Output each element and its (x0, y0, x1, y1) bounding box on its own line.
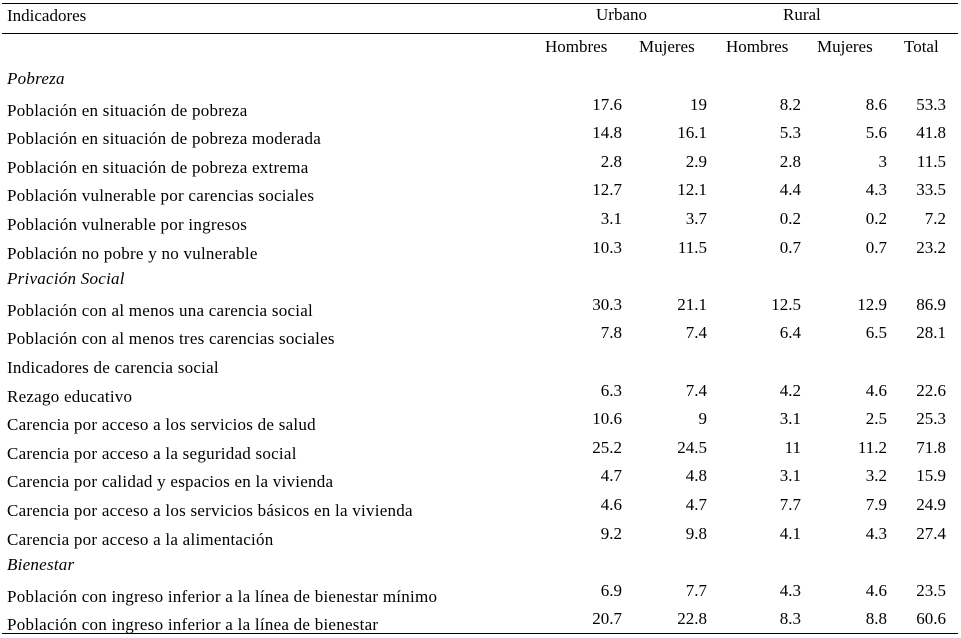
table-row (0, 466, 961, 495)
value-rural-mujeres: 2.5 (865, 409, 887, 429)
value-total: 33.5 (916, 180, 946, 200)
value-urbano-hombres: 4.6 (600, 495, 622, 514)
value-urbano-mujeres: 4.8 (685, 466, 707, 486)
table-row (0, 323, 961, 352)
subheader-urbano-hombres: Hombres (545, 37, 608, 56)
value-urbano-mujeres: 9 (698, 409, 707, 429)
value-urbano-hombres: 14.8 (592, 123, 622, 143)
value-rural-hombres: 12.5 (771, 294, 801, 314)
value-rural-hombres: 5.3 (779, 123, 801, 143)
value-rural-mujeres: 7.9 (865, 495, 887, 514)
section-row (0, 266, 961, 295)
row-label: Población no pobre y no vulnerable (7, 243, 258, 263)
value-rural-hombres: 3.1 (779, 409, 801, 429)
row-label: Población con al menos tres carencias sociales (7, 329, 335, 349)
header-rural: Rural (783, 5, 821, 24)
value-urbano-mujeres: 22.8 (677, 609, 707, 629)
row-label: Población con ingreso inferior a la línea de bienestar (7, 615, 379, 635)
section-label: Pobreza (7, 69, 65, 88)
header-urbano: Urbano (596, 5, 647, 24)
value-total: 25.3 (916, 409, 946, 429)
value-urbano-hombres: 9.2 (600, 523, 622, 543)
table-row (0, 438, 961, 467)
value-urbano-mujeres: 11.5 (677, 237, 707, 257)
table-row (0, 123, 961, 152)
value-rural-mujeres: 11.2 (857, 437, 887, 457)
value-rural-hombres: 11 (784, 437, 801, 457)
value-total: 28.1 (916, 323, 946, 343)
header-rule (2, 33, 958, 34)
value-total: 71.8 (916, 437, 946, 457)
value-urbano-mujeres: 7.7 (685, 580, 707, 600)
value-rural-hombres: 0.7 (779, 237, 801, 257)
row-label: Carencia por acceso a los servicios básicos en la vivienda (7, 501, 413, 520)
value-urbano-mujeres: 7.4 (685, 380, 707, 400)
section-row (0, 552, 961, 581)
table-row (0, 581, 961, 610)
row-label: Rezago educativo (7, 386, 133, 406)
row-label: Población vulnerable por ingresos (7, 215, 248, 234)
section-label: Bienestar (7, 555, 75, 575)
table-row (0, 295, 961, 324)
value-total: 86.9 (916, 294, 946, 314)
value-total: 15.9 (916, 466, 946, 486)
row-label: Población en situación de pobreza moderada (7, 129, 322, 149)
value-urbano-mujeres: 9.8 (685, 523, 707, 543)
value-rural-mujeres: 6.5 (865, 323, 887, 343)
value-urbano-mujeres: 4.7 (685, 495, 707, 514)
value-rural-mujeres: 4.3 (865, 180, 887, 200)
value-urbano-hombres: 25.2 (592, 437, 622, 457)
value-rural-mujeres: 3 (878, 151, 887, 171)
value-urbano-hombres: 30.3 (592, 294, 622, 314)
value-rural-hombres: 8.3 (779, 609, 801, 629)
value-urbano-hombres: 4.7 (600, 466, 622, 486)
value-total: 11.5 (916, 151, 946, 171)
table-row (0, 152, 961, 181)
value-urbano-mujeres: 7.4 (685, 323, 707, 343)
section-row (0, 66, 961, 95)
value-rural-hombres: 4.4 (779, 180, 801, 200)
value-rural-hombres: 4.3 (779, 580, 801, 600)
value-urbano-hombres: 17.6 (592, 94, 622, 114)
subheader-urbano-mujeres: Mujeres (639, 37, 695, 56)
row-label: Población con ingreso inferior a la línea de bienestar mínimo (7, 586, 438, 606)
value-urbano-mujeres: 24.5 (677, 437, 707, 457)
subheader-rural-mujeres: Mujeres (817, 37, 873, 56)
value-rural-hombres: 4.1 (779, 523, 801, 543)
subheader-rural-hombres: Hombres (726, 37, 789, 56)
row-label: Población vulnerable por carencias sociales (7, 186, 315, 206)
table-row (0, 524, 961, 553)
value-rural-hombres: 0.2 (779, 209, 801, 228)
header-indicadores: Indicadores (7, 6, 87, 25)
value-urbano-mujeres: 2.9 (685, 151, 707, 171)
value-urbano-hombres: 6.3 (600, 380, 622, 400)
value-rural-mujeres: 4.3 (865, 523, 887, 543)
value-rural-mujeres: 12.9 (857, 294, 887, 314)
value-urbano-mujeres: 21.1 (677, 294, 707, 314)
value-total: 60.6 (916, 609, 946, 629)
value-total: 23.5 (916, 580, 946, 600)
table-row (0, 409, 961, 438)
value-total: 24.9 (916, 495, 946, 514)
table-bottom-rule (2, 633, 958, 634)
value-rural-hombres: 4.2 (779, 380, 801, 400)
value-total: 7.2 (924, 209, 946, 228)
value-rural-mujeres: 5.6 (865, 123, 887, 143)
section-label: Privación Social (7, 269, 125, 289)
value-urbano-hombres: 10.3 (592, 237, 622, 257)
value-urbano-hombres: 10.6 (592, 409, 622, 429)
value-urbano-hombres: 6.9 (600, 580, 622, 600)
value-rural-hombres: 3.1 (779, 466, 801, 486)
value-total: 23.2 (916, 237, 946, 257)
row-label: Carencia por calidad y espacios en la vivienda (7, 472, 334, 492)
value-urbano-hombres: 3.1 (600, 209, 622, 228)
value-rural-mujeres: 0.7 (865, 237, 887, 257)
value-urbano-hombres: 12.7 (592, 180, 622, 200)
value-rural-hombres: 8.2 (779, 94, 801, 114)
value-urbano-mujeres: 3.7 (685, 209, 707, 228)
value-rural-hombres: 2.8 (779, 151, 801, 171)
value-rural-mujeres: 8.8 (865, 609, 887, 629)
subheader-total: Total (904, 37, 939, 56)
value-rural-mujeres: 3.2 (865, 466, 887, 486)
table-row (0, 381, 961, 410)
value-urbano-hombres: 20.7 (592, 609, 622, 629)
value-rural-mujeres: 4.6 (865, 380, 887, 400)
row-label: Carencia por acceso a los servicios de salud (7, 415, 316, 435)
row-label: Población en situación de pobreza extrema (7, 157, 309, 177)
value-urbano-hombres: 7.8 (600, 323, 622, 343)
value-total: 53.3 (916, 94, 946, 114)
value-urbano-hombres: 2.8 (600, 151, 622, 171)
value-total: 41.8 (916, 123, 946, 143)
table-row (0, 180, 961, 209)
table-top-rule (2, 3, 958, 4)
value-total: 27.4 (916, 523, 946, 543)
section-row (0, 352, 961, 381)
row-label: Carencia por acceso a la seguridad social (7, 443, 297, 463)
value-urbano-mujeres: 12.1 (677, 180, 707, 200)
table-row (0, 95, 961, 124)
value-rural-mujeres: 8.6 (865, 94, 887, 114)
row-label: Población con al menos una carencia social (7, 300, 313, 320)
table-row (0, 495, 961, 524)
value-urbano-mujeres: 19 (690, 94, 707, 114)
value-rural-hombres: 6.4 (779, 323, 801, 343)
value-rural-mujeres: 0.2 (865, 209, 887, 228)
value-rural-hombres: 7.7 (779, 495, 801, 514)
row-label: Carencia por acceso a la alimentación (7, 529, 274, 549)
value-total: 22.6 (916, 380, 946, 400)
table-row (0, 209, 961, 238)
table-row (0, 238, 961, 267)
value-urbano-mujeres: 16.1 (677, 123, 707, 143)
row-label: Población en situación de pobreza (7, 100, 248, 120)
value-rural-mujeres: 4.6 (865, 580, 887, 600)
section-label: Indicadores de carencia social (7, 358, 219, 377)
